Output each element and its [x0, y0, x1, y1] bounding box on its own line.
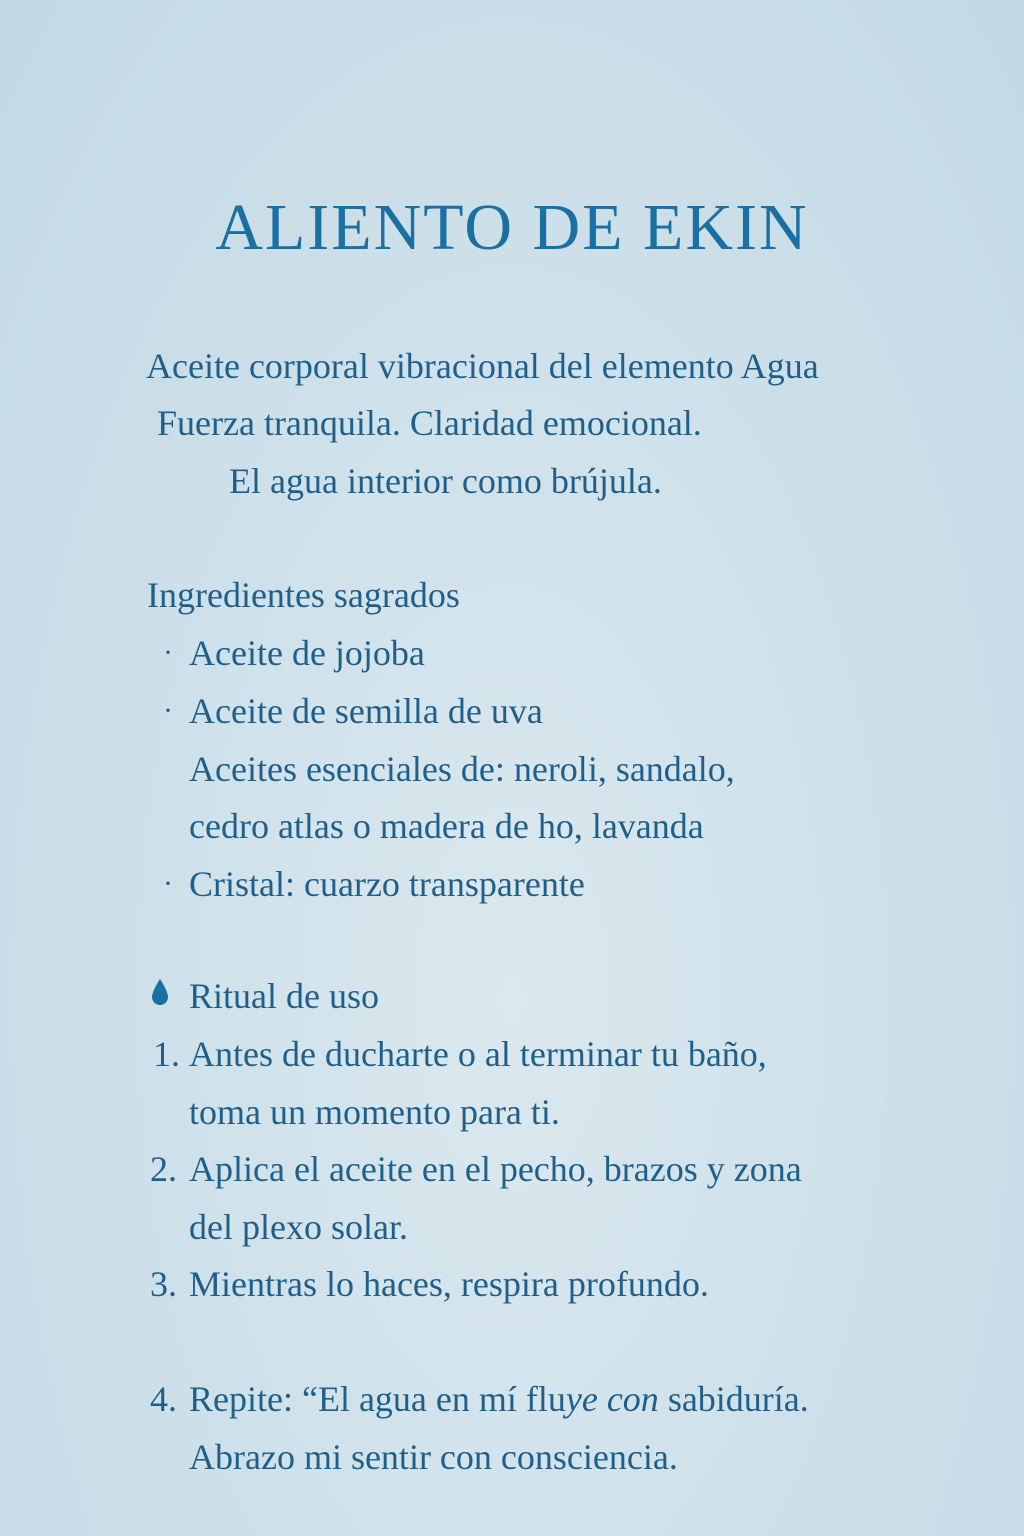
bullet-icon: · [163, 694, 173, 727]
page-title: ALIENTO DE EKIN [215, 191, 809, 264]
subtitle-line-2: Fuerza tranquila. Claridad emocional. [157, 403, 702, 443]
step-number: 2. [150, 1149, 177, 1189]
step-text-continued: del plexo solar. [189, 1207, 408, 1247]
step-text: Mientras lo haces, respira profundo. [189, 1264, 709, 1304]
subtitle-line-3: El agua interior como brújula. [229, 461, 662, 501]
step-text: Antes de ducharte o al terminar tu baño, [189, 1034, 767, 1074]
bullet-icon: · [163, 867, 173, 900]
subtitle-line-1: Aceite corporal vibracional del elemento Agua [146, 346, 819, 386]
quote-part: Repite: “El agua en mí flu [189, 1379, 566, 1419]
ingredients-heading: Ingredientes sagrados [147, 575, 460, 615]
step-text-quote [189, 1377, 809, 1421]
water-drop-icon [150, 978, 170, 1006]
step-text-continued: Abrazo mi sentir con consciencia. [189, 1437, 678, 1477]
ingredient-item-continued: cedro atlas o madera de ho, lavanda [189, 806, 704, 846]
quote-part: sabiduría. [658, 1379, 809, 1419]
bullet-icon: · [163, 636, 173, 669]
ingredient-item: Aceites esenciales de: neroli, sandalo, [189, 749, 735, 789]
ingredient-item: Cristal: cuarzo transparente [189, 864, 585, 904]
step-number: 3. [150, 1264, 177, 1304]
step-text: Aplica el aceite en el pecho, brazos y zona [189, 1149, 802, 1189]
step-number: 4. [150, 1379, 177, 1419]
quote-part-italic: ye con [565, 1379, 659, 1419]
step-number: 1. [153, 1034, 180, 1074]
ingredient-item: Aceite de semilla de uva [189, 691, 543, 731]
ingredient-item: Aceite de jojoba [189, 633, 425, 673]
ritual-heading: Ritual de uso [189, 976, 379, 1016]
step-text-continued: toma un momento para ti. [189, 1092, 560, 1132]
